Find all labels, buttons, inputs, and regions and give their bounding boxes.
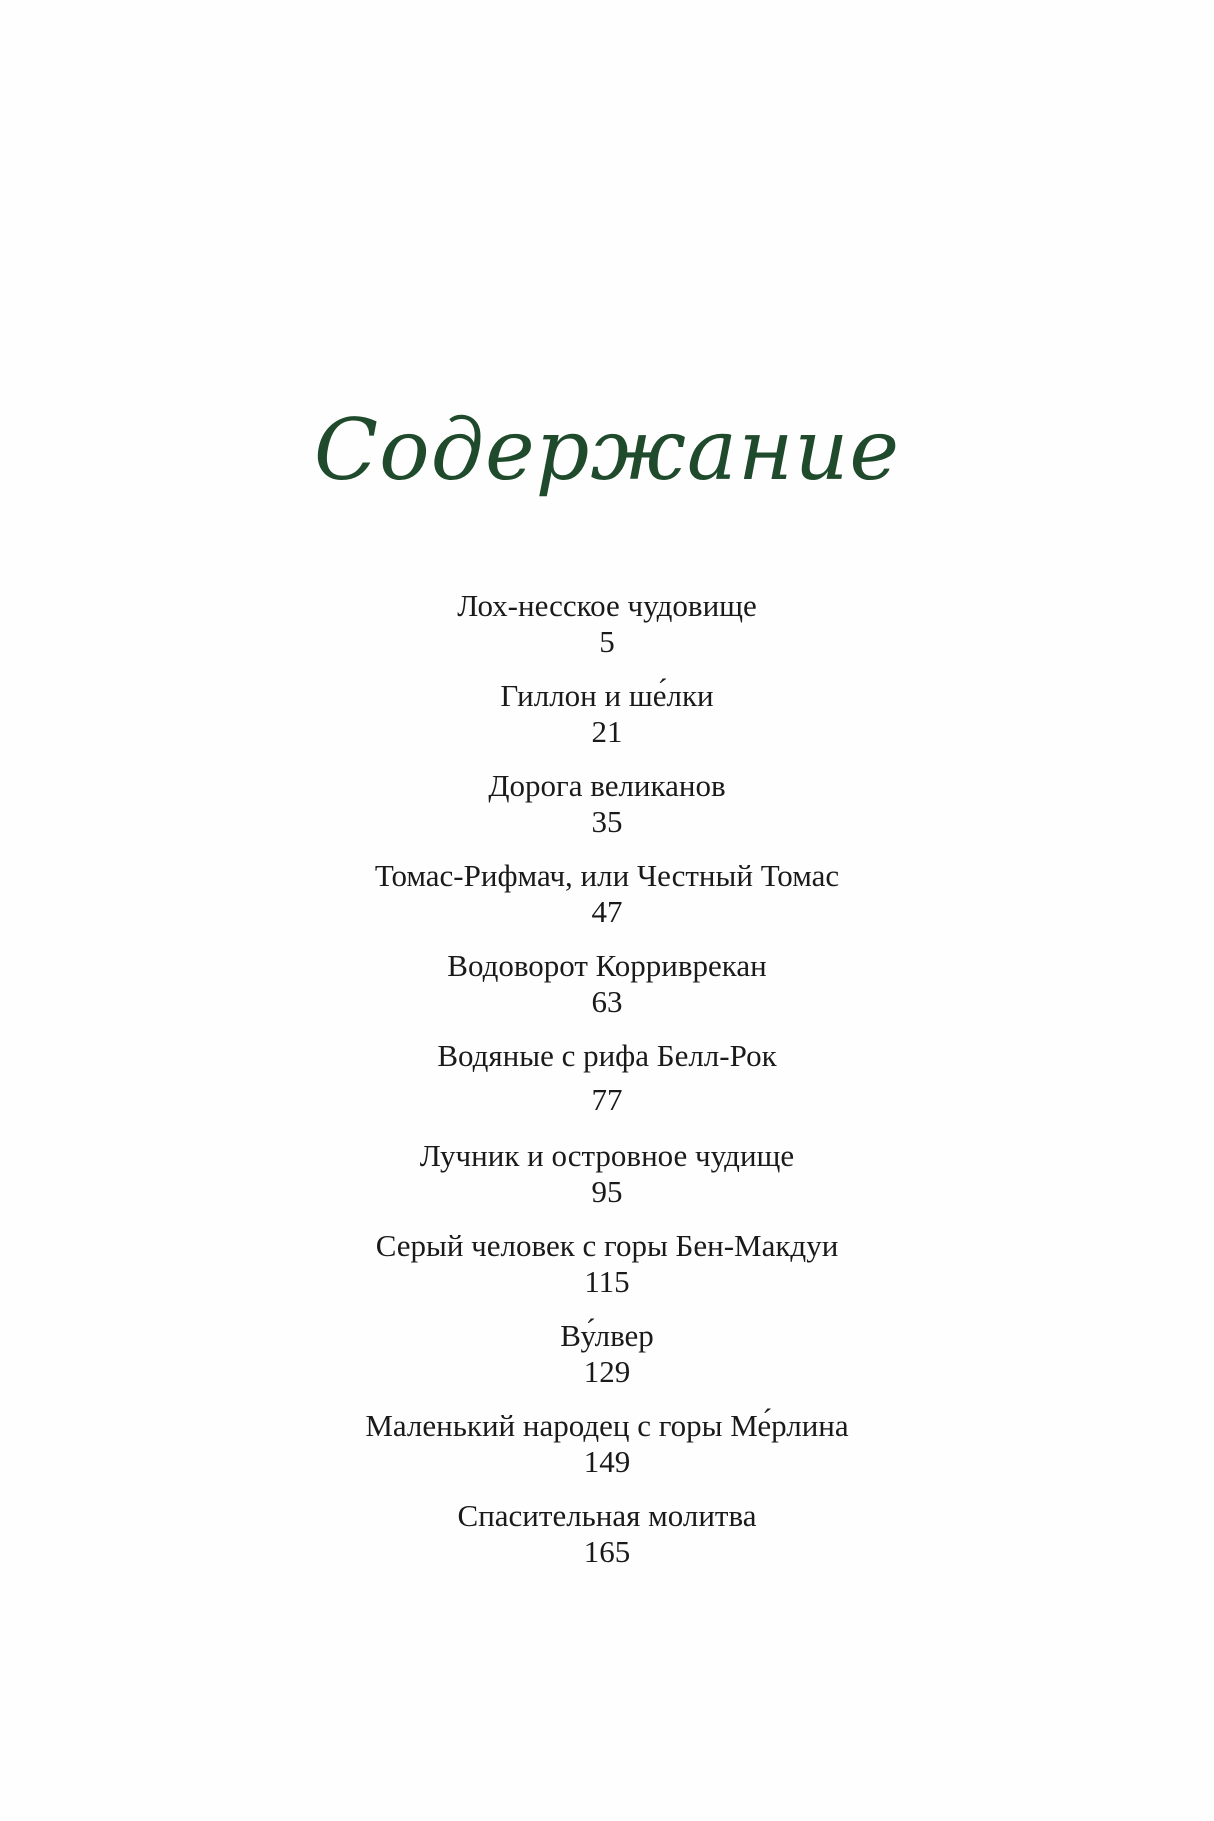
toc-entry: [0, 1408, 1214, 1480]
toc-entry-title: Томас-Рифмач, или Честный Томас: [374, 858, 840, 893]
toc-entry-page-number: 47: [591, 894, 623, 929]
toc-entry-page-number: 165: [583, 1534, 631, 1569]
toc-entry-page-number: 35: [591, 804, 623, 839]
toc-entry-title: Водоворот Корриврекан: [447, 948, 767, 983]
toc-entry: [0, 948, 1214, 1020]
toc-entry-title: Гиллон и ше́лки: [500, 678, 714, 713]
toc-entry-title: Спасительная молитва: [457, 1498, 757, 1533]
toc-entry-page-number: 21: [591, 714, 623, 749]
toc-entry-title: Водяные с рифа Белл-Рок: [437, 1038, 777, 1073]
toc-entry-page-number: 115: [584, 1264, 630, 1299]
toc-entry-title: Лох-несское чудовище: [457, 588, 757, 623]
toc-entry-title: Дорога великанов: [488, 768, 726, 803]
toc-entry-page-number: 95: [591, 1174, 623, 1209]
toc-entry: [0, 768, 1214, 840]
toc-entry-page-number: 129: [583, 1354, 631, 1389]
toc-entry: [0, 588, 1214, 660]
toc-entry-title: Ву́лвер: [560, 1318, 654, 1353]
page-title: Содержание: [313, 401, 901, 499]
toc-entry-page-number: 63: [591, 984, 623, 1019]
toc-entry-title: Маленький народец с горы Ме́рлина: [365, 1408, 849, 1443]
toc-entry: [0, 678, 1214, 750]
toc-entry-title: Лучник и островное чудище: [419, 1138, 795, 1173]
toc-entry: [0, 1498, 1214, 1570]
toc-entry: [0, 1318, 1214, 1390]
toc-entry-page-number: 5: [599, 624, 615, 659]
toc-entry-page-number: 149: [583, 1444, 631, 1479]
toc-entry-title: Серый человек с горы Бен-Макдуи: [375, 1228, 839, 1263]
toc-entry: [0, 1038, 1214, 1118]
toc-entry: [0, 1228, 1214, 1300]
toc-entry-page-number: 77: [591, 1082, 623, 1117]
toc-entry: [0, 1138, 1214, 1210]
toc-entry: [0, 858, 1214, 930]
